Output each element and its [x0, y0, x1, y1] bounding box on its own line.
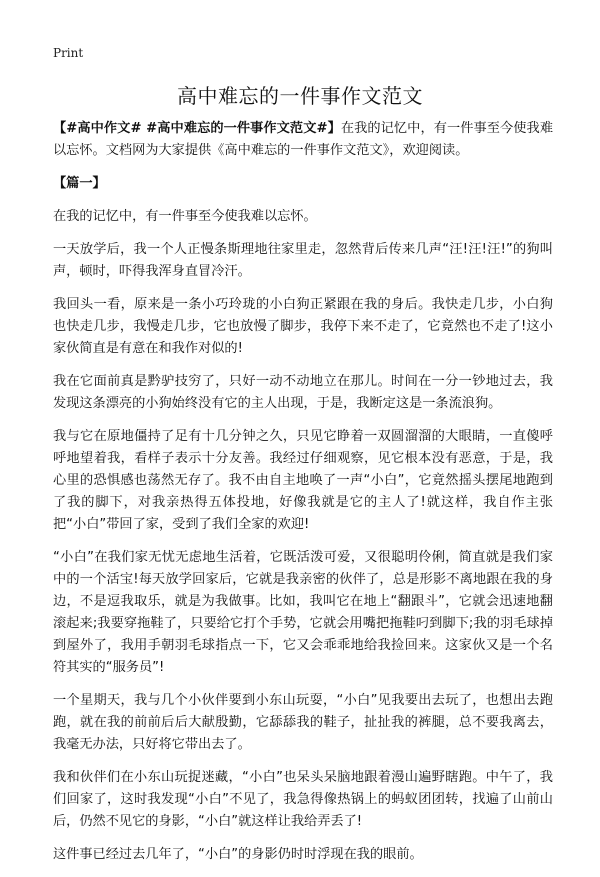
article-body — [53, 118, 553, 877]
paragraph-7: 一个星期天，我与几个小伙伴要到小东山玩耍，“小白”见我要出去玩了，也想出去跑跑，就在我的前前后后大献殷勤，它舔舔我的鞋子，扯扯我的裤腿，总不要我离去，我毫无办法，只好将它带出去了。 — [53, 693, 553, 752]
paragraph-3: 我回头一看，原来是一条小巧玲珑的小白狗正紧跟在我的身后。我快走几步，小白狗也快走几步，我慢走几步，它也放慢了脚步，我停下来不走了，它竟然也不走了!这小家伙简直是有意在和我作对似的! — [53, 297, 553, 356]
paragraph-6: “小白”在我们家无忧无虑地生活着，它既活泼可爱，又很聪明伶俐，简直就是我们家中的一个活宝!每天放学回家后，它就是我亲密的伙伴了，总是形影不离地跟在我的身边，不是逗我取乐，就是为我做事。比如，我叫它在地上“翻跟斗”，它就会迅速地翻滚起来;我要穿拖鞋了，只要给它打个手势，它就会用嘴把拖鞋叼到脚下;我的羽毛球掉到屋外了，我用手朝羽毛球指点一下，它又会乖乖地给我捡回来。这家伙又是一个名符其实的“服务员”! — [53, 550, 553, 675]
paragraph-2: 一天放学后，我一个人正慢条斯理地往家里走，忽然背后传来几声“汪!汪!汪!”的狗叫声，顿时，吓得我浑身直冒冷汗。 — [53, 242, 553, 279]
print-link[interactable]: Print — [53, 46, 84, 60]
intro-tags: 【#高中作文# #高中难忘的一件事作文范文#】 — [53, 121, 341, 136]
page-title: 高中难忘的一件事作文范文 — [177, 84, 423, 108]
paragraph-1: 在我的记忆中，有一件事至今使我难以忘怀。 — [53, 209, 317, 224]
paragraph-8: 我和伙伴们在小东山玩捉迷藏，“小白”也呆头呆脑地跟着漫山遍野瞎跑。中午了，我们回家了，这时我发现“小白”不见了，我急得像热锅上的蚂蚁团团转，找遍了山前山后，仍然不见它的身影，“小白”就这样让我给弄丢了! — [53, 770, 553, 829]
intro-text: 在我的记忆中，有一件事至今使我难以忘怀。文档网为大家提供《高中难忘的一件事作文范文》，欢迎阅读。 — [53, 121, 554, 158]
section-heading: 【篇一】 — [53, 176, 106, 191]
paragraph-5: 我与它在原地僵持了足有十几分钟之久，只见它睁着一双圆溜溜的大眼睛，一直傻呼呼地望着我，看样子表示十分友善。我经过仔细观察，见它根本没有恶意，于是，我心里的恐惧感也荡然无存了。我不由自主地唤了一声“小白”，它竟然摇头摆尾地跑到了我的脚下，对我亲热得五体投地，好像我就是它的主人了!就这样，我自作主张把“小白”带回了家，受到了我们全家的欢迎! — [53, 429, 553, 532]
intro-paragraph — [53, 118, 553, 162]
paragraph-4: 我在它面前真是黔驴技穷了，只好一动不动地立在那儿。时间在一分一钞地过去，我发现这条漂亮的小狗始终没有它的主人出现，于是，我断定这是一条流浪狗。 — [53, 374, 553, 411]
paragraph-9: 这件事已经过去几年了，“小白”的身影仍时时浮现在我的眼前。 — [53, 847, 423, 862]
